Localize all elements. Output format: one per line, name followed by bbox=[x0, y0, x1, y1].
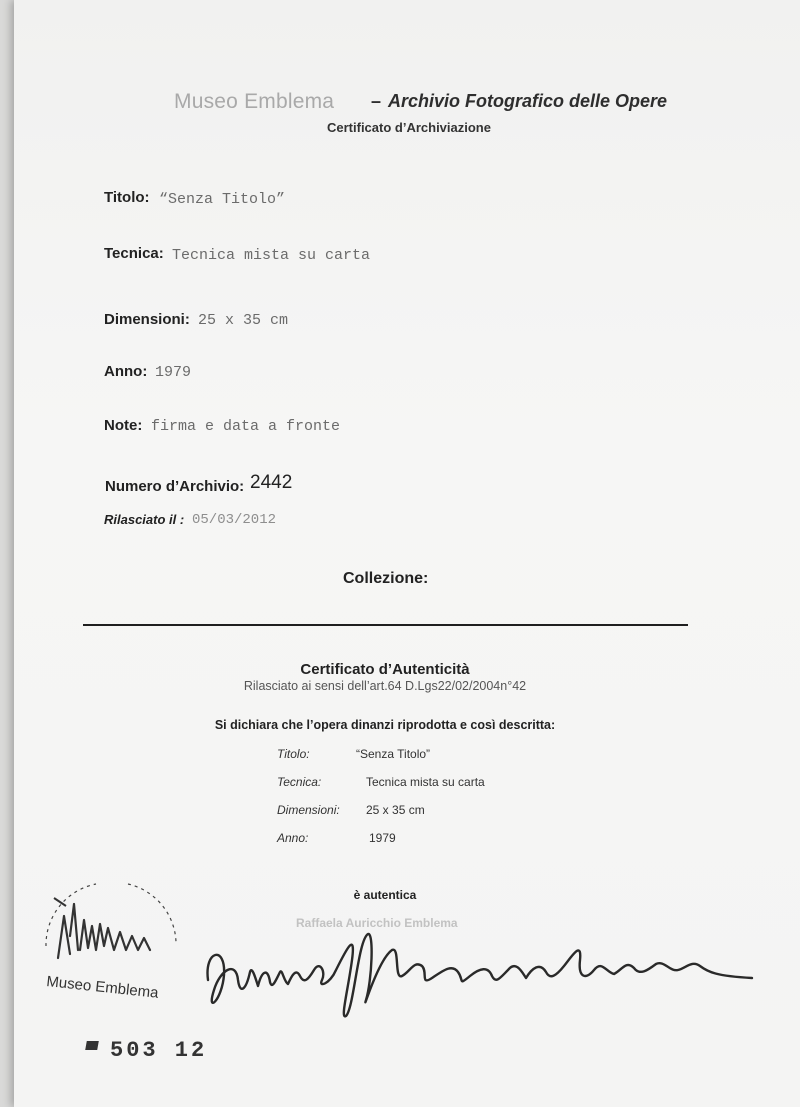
stamp-mark bbox=[85, 1041, 99, 1050]
cert-dimensioni-label: Dimensioni: bbox=[277, 803, 340, 817]
dimensioni-value: 25 x 35 cm bbox=[198, 312, 289, 329]
authentic-statement: è autentica bbox=[353, 888, 417, 902]
authenticity-title: Certificato d’Autenticità bbox=[300, 661, 470, 678]
collezione-label: Collezione: bbox=[343, 570, 429, 587]
cert-titolo-label: Titolo: bbox=[277, 747, 310, 761]
authenticity-declaration: Si dichiara che l’opera dinanzi riprodotta e così descritta: bbox=[214, 718, 556, 732]
cert-titolo-value: “Senza Titolo” bbox=[356, 747, 431, 761]
rilasciato-label: Rilasciato il : bbox=[104, 512, 185, 527]
rilasciato-value: 05/03/2012 bbox=[192, 512, 277, 528]
titolo-label: Titolo: bbox=[104, 189, 150, 206]
stamp-text: Museo Emblema bbox=[45, 973, 160, 1002]
cert-tecnica-value: Tecnica mista su carta bbox=[366, 775, 485, 789]
museum-stamp bbox=[36, 876, 186, 1016]
authenticity-law: Rilasciato ai sensi dell’art.64 D.Lgs22/02/2004n°42 bbox=[243, 679, 527, 693]
stamp-number: 503 12 bbox=[110, 1038, 208, 1063]
archive-title: Archivio Fotografico delle Opere bbox=[388, 91, 668, 111]
archive-certificate-subtitle: Certificato d’Archiviazione bbox=[327, 120, 491, 135]
signer-name: Raffaela Auricchio Emblema bbox=[296, 916, 458, 930]
note-label: Note: bbox=[104, 417, 143, 434]
dimensioni-label: Dimensioni: bbox=[104, 311, 190, 328]
collezione-rule bbox=[83, 624, 688, 626]
tecnica-value: Tecnica mista su carta bbox=[172, 247, 371, 264]
museum-name: Museo Emblema bbox=[174, 90, 335, 113]
handwritten-signature bbox=[196, 920, 766, 1030]
cert-anno-label: Anno: bbox=[277, 831, 309, 845]
cert-tecnica-label: Tecnica: bbox=[277, 775, 322, 789]
anno-value: 1979 bbox=[155, 364, 192, 381]
titolo-value: “Senza Titolo” bbox=[159, 191, 286, 208]
note-value: firma e data a fronte bbox=[151, 418, 341, 435]
tecnica-label: Tecnica: bbox=[104, 245, 164, 262]
numero-archivio-value: 2442 bbox=[250, 472, 293, 493]
numero-archivio-label: Numero d’Archivio: bbox=[105, 478, 245, 495]
cert-dimensioni-value: 25 x 35 cm bbox=[366, 803, 425, 817]
anno-label: Anno: bbox=[104, 363, 148, 380]
cert-anno-value: 1979 bbox=[369, 831, 396, 845]
header-dash: – bbox=[371, 91, 382, 111]
